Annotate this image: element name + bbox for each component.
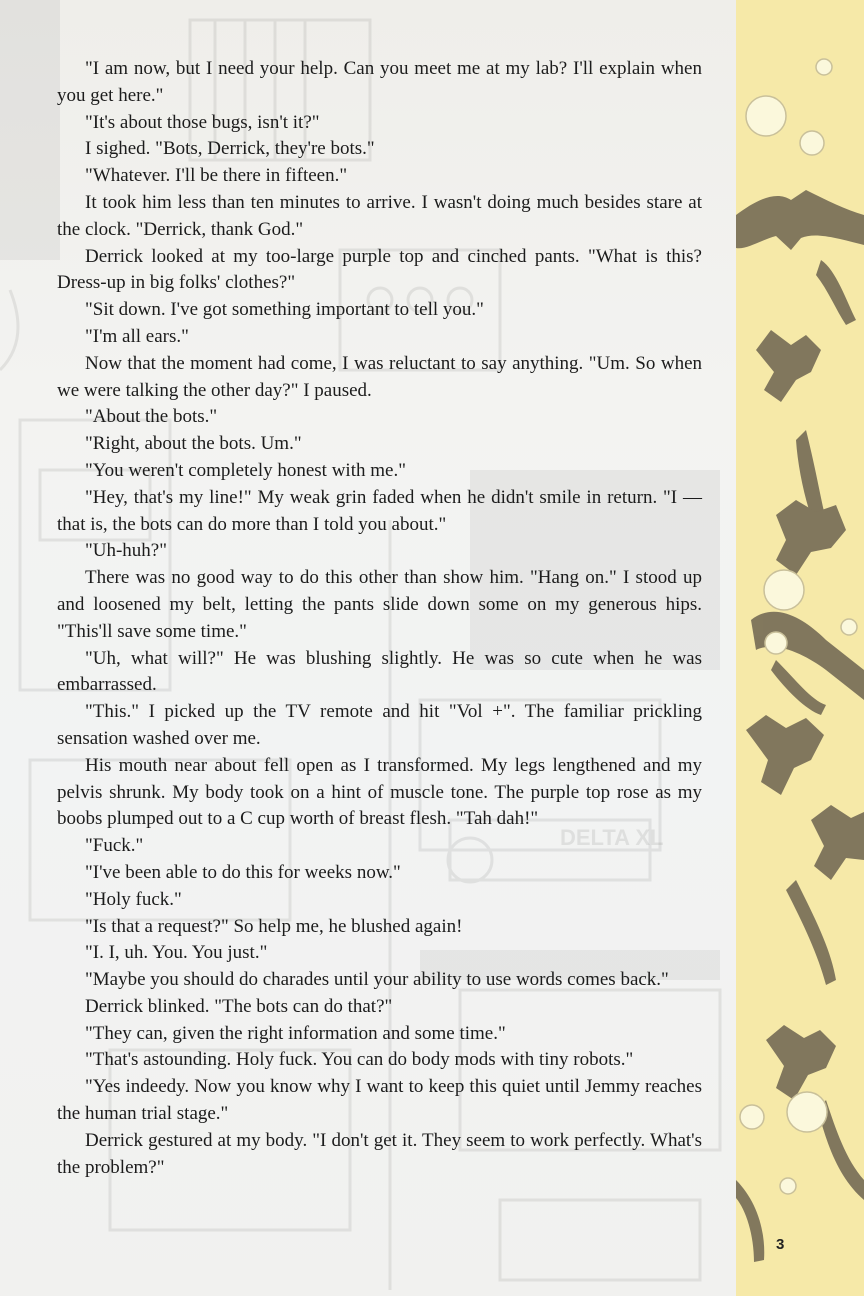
page-number: 3 [776, 1236, 785, 1253]
paragraph: I sighed. "Bots, Derrick, they're bots." [85, 138, 375, 160]
sidebar-art [736, 0, 864, 1296]
paragraph: Now that the moment had come, I was reluctant to say anything. "Um. So when we were talking the other day?" I paused. [57, 352, 702, 401]
paragraph: "They can, given the right information and some time." [85, 1022, 506, 1044]
paragraph: "I'm all ears." [85, 325, 189, 347]
paragraph: "Hey, that's my line!" My weak grin faded when he didn't smile in return. "I — that is, the bots can do more than I told you about." [57, 486, 702, 535]
paragraph: "Is that a request?" So help me, he blushed again! [85, 915, 463, 937]
paragraph: "Whatever. I'll be there in fifteen." [85, 165, 348, 187]
paragraph: "I've been able to do this for weeks now." [85, 861, 401, 883]
paragraph: "Right, about the bots. Um." [85, 433, 302, 455]
paragraph: "About the bots." [85, 406, 218, 428]
paragraph: Derrick blinked. "The bots can do that?" [85, 995, 393, 1017]
paragraph: "Uh-huh?" [85, 540, 167, 562]
paragraph: "It's about those bugs, isn't it?" [85, 111, 320, 133]
paragraph: "I. I, uh. You. You just." [85, 942, 268, 964]
background-watermark: DELTA XL [560, 825, 664, 850]
paragraph: Derrick looked at my too-large purple top and cinched pants. "What is this? Dress-up in big folks' clothes?" [57, 245, 702, 294]
paragraph: "Uh, what will?" He was blushing slightly. He was so cute when he was embarrassed. [57, 647, 702, 696]
decorative-sidebar [736, 0, 864, 1296]
paragraph: "That's astounding. Holy fuck. You can do body mods with tiny robots." [85, 1049, 634, 1071]
paragraph: "Holy fuck." [85, 888, 182, 910]
paragraph: There was no good way to do this other than show him. "Hang on." I stood up and loosened my belt, letting the pants slide down some on my generous hips. "This'll save some time." [57, 567, 702, 642]
paragraph: "Maybe you should do charades until your ability to use words comes back." [85, 969, 669, 991]
paragraph: "This." I picked up the TV remote and hit "Vol +". The familiar prickling sensation washed over me. [57, 701, 702, 749]
paragraph: "I am now, but I need your help. Can you meet me at my lab? I'll explain when you get here." [57, 58, 702, 106]
paragraph: "Sit down. I've got something important to tell you." [85, 299, 484, 321]
story-text [57, 56, 702, 1181]
paragraph: It took him less than ten minutes to arrive. I wasn't doing much besides stare at the clock. "Derrick, thank God." [57, 191, 702, 240]
paragraph: His mouth near about fell open as I transformed. My legs lengthened and my pelvis shrunk. My body took on a hint of muscle tone. The purple top rose as my boobs plumped out to a C cup worth of breast flesh. "Tah dah!" [57, 754, 702, 830]
paragraph: "You weren't completely honest with me." [85, 459, 406, 481]
paragraph: Derrick gestured at my body. "I don't get it. They seem to work perfectly. What's the problem?" [57, 1129, 702, 1178]
paragraph: "Fuck." [85, 835, 144, 857]
paragraph: "Yes indeedy. Now you know why I want to keep this quiet until Jemmy reaches the human trial stage." [57, 1076, 702, 1125]
